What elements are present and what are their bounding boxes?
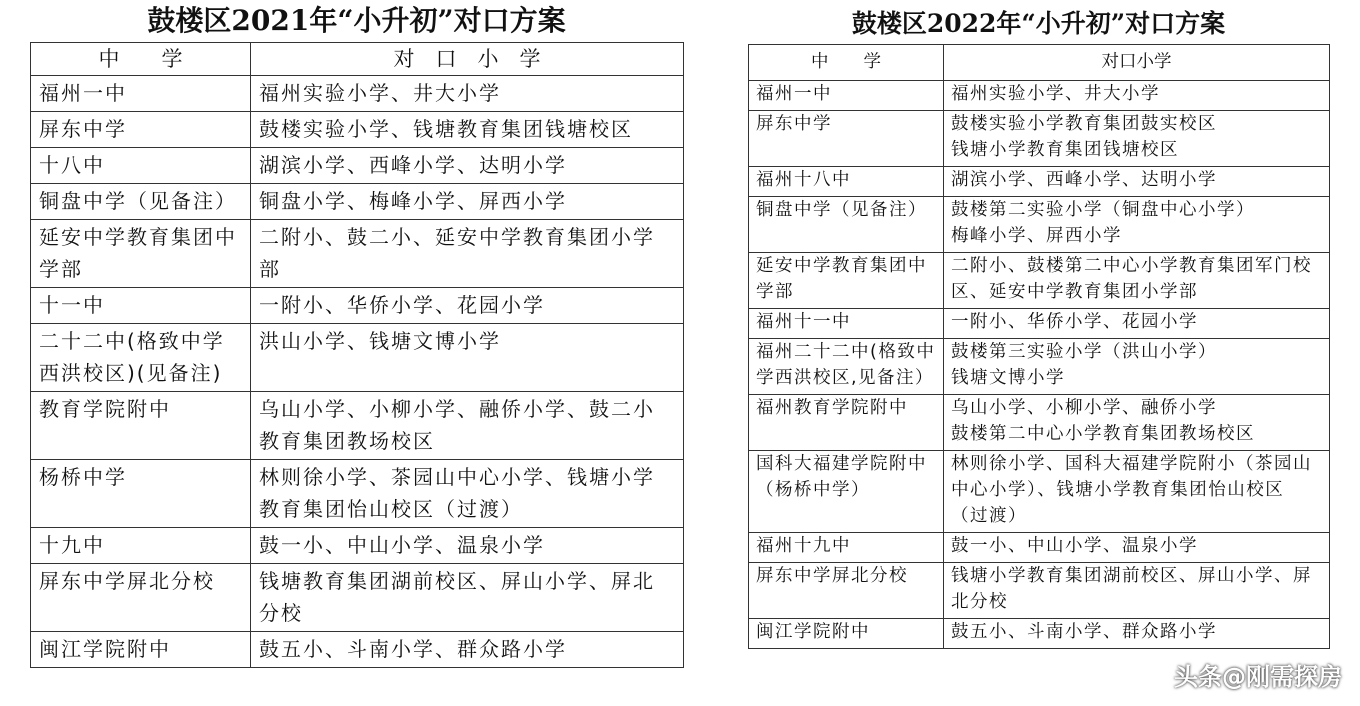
table-row <box>31 112 684 148</box>
primary-schools-cell: 鼓楼第三实验小学（洪山小学） 钱塘文博小学 <box>944 339 1330 395</box>
middle-school-cell: 福州十九中 <box>749 533 944 563</box>
table-row <box>749 309 1330 339</box>
primary-schools-cell: 福州实验小学、井大小学 <box>251 76 684 112</box>
table-row <box>31 392 684 460</box>
header-primary-school: 对 口 小 学 <box>251 43 684 76</box>
header-primary-school: 对口小学 <box>944 45 1330 81</box>
table-row <box>749 339 1330 395</box>
table-row <box>749 395 1330 451</box>
header-middle-school: 中 学 <box>31 43 251 76</box>
middle-school-cell: 十八中 <box>31 148 251 184</box>
primary-schools-cell: 鼓楼第二实验小学（铜盘中心小学） 梅峰小学、屏西小学 <box>944 197 1330 253</box>
table-row <box>749 197 1330 253</box>
primary-schools-cell: 乌山小学、小柳小学、融侨小学、鼓二小教育集团教场校区 <box>251 392 684 460</box>
table-row <box>31 564 684 632</box>
primary-schools-cell: 鼓五小、斗南小学、群众路小学 <box>944 619 1330 649</box>
middle-school-cell: 福州十八中 <box>749 167 944 197</box>
primary-schools-cell: 鼓一小、中山小学、温泉小学 <box>944 533 1330 563</box>
middle-school-cell: 福州十一中 <box>749 309 944 339</box>
middle-school-cell: 福州二十二中(格致中学西洪校区,见备注） <box>749 339 944 395</box>
table-2021 <box>30 42 684 668</box>
middle-school-cell: 屏东中学 <box>31 112 251 148</box>
primary-schools-cell: 二附小、鼓二小、延安中学教育集团小学部 <box>251 220 684 288</box>
header-middle-school: 中 学 <box>749 45 944 81</box>
table-header-row <box>31 43 684 76</box>
table-row <box>31 632 684 668</box>
middle-school-cell: 延安中学教育集团中学部 <box>749 253 944 309</box>
primary-schools-cell: 铜盘小学、梅峰小学、屏西小学 <box>251 184 684 220</box>
middle-school-cell: 延安中学教育集团中学部 <box>31 220 251 288</box>
table-row <box>31 148 684 184</box>
table-row <box>749 111 1330 167</box>
middle-school-cell: 屏东中学屏北分校 <box>31 564 251 632</box>
middle-school-cell: 屏东中学 <box>749 111 944 167</box>
middle-school-cell: 国科大福建学院附中（杨桥中学） <box>749 451 944 533</box>
primary-schools-cell: 乌山小学、小柳小学、融侨小学 鼓楼第二中心小学教育集团教场校区 <box>944 395 1330 451</box>
primary-schools-cell: 鼓楼实验小学、钱塘教育集团钱塘校区 <box>251 112 684 148</box>
middle-school-cell: 杨桥中学 <box>31 460 251 528</box>
table-row <box>31 76 684 112</box>
primary-schools-cell: 福州实验小学、井大小学 <box>944 81 1330 111</box>
table-row <box>749 563 1330 619</box>
primary-schools-cell: 湖滨小学、西峰小学、达明小学 <box>944 167 1330 197</box>
table-2022 <box>748 44 1330 649</box>
middle-school-cell: 福州一中 <box>31 76 251 112</box>
primary-schools-cell: 一附小、华侨小学、花园小学 <box>944 309 1330 339</box>
primary-schools-cell: 鼓五小、斗南小学、群众路小学 <box>251 632 684 668</box>
middle-school-cell: 教育学院附中 <box>31 392 251 460</box>
table-row <box>749 619 1330 649</box>
primary-schools-cell: 钱塘小学教育集团湖前校区、屏山小学、屏北分校 <box>944 563 1330 619</box>
table-row <box>749 451 1330 533</box>
primary-schools-cell: 鼓楼实验小学教育集团鼓实校区 钱塘小学教育集团钱塘校区 <box>944 111 1330 167</box>
table-row <box>31 460 684 528</box>
table-row <box>31 528 684 564</box>
middle-school-cell: 十一中 <box>31 288 251 324</box>
middle-school-cell: 铜盘中学（见备注） <box>31 184 251 220</box>
table-row <box>31 184 684 220</box>
watermark: 头条@刚需探房 <box>1174 663 1342 691</box>
middle-school-cell: 闽江学院附中 <box>749 619 944 649</box>
table-2022-title: 鼓楼区2022年“小升初”对口方案 <box>851 9 1226 38</box>
primary-schools-cell: 林则徐小学、国科大福建学院附小（茶园山中心小学）、钱塘小学教育集团怡山校区（过渡） <box>944 451 1330 533</box>
middle-school-cell: 铜盘中学（见备注） <box>749 197 944 253</box>
table-header-row <box>749 45 1330 81</box>
table-2022-panel <box>748 0 1329 649</box>
primary-schools-cell: 林则徐小学、茶园山中心小学、钱塘小学教育集团怡山校区（过渡） <box>251 460 684 528</box>
middle-school-cell: 福州教育学院附中 <box>749 395 944 451</box>
middle-school-cell: 闽江学院附中 <box>31 632 251 668</box>
table-row <box>31 324 684 392</box>
primary-schools-cell: 湖滨小学、西峰小学、达明小学 <box>251 148 684 184</box>
table-row <box>749 533 1330 563</box>
primary-schools-cell: 一附小、华侨小学、花园小学 <box>251 288 684 324</box>
table-row <box>31 288 684 324</box>
table-2021-title: 鼓楼区2021年“小升初”对口方案 <box>147 4 566 37</box>
table-row <box>749 81 1330 111</box>
primary-schools-cell: 钱塘教育集团湖前校区、屏山小学、屏北分校 <box>251 564 684 632</box>
middle-school-cell: 十九中 <box>31 528 251 564</box>
middle-school-cell: 二十二中(格致中学西洪校区)(见备注) <box>31 324 251 392</box>
primary-schools-cell: 二附小、鼓楼第二中心小学教育集团军门校区、延安中学教育集团小学部 <box>944 253 1330 309</box>
primary-schools-cell: 鼓一小、中山小学、温泉小学 <box>251 528 684 564</box>
table-2021-panel <box>30 0 683 668</box>
table-row <box>749 253 1330 309</box>
middle-school-cell: 福州一中 <box>749 81 944 111</box>
table-row <box>31 220 684 288</box>
primary-schools-cell: 洪山小学、钱塘文博小学 <box>251 324 684 392</box>
table-row <box>749 167 1330 197</box>
middle-school-cell: 屏东中学屏北分校 <box>749 563 944 619</box>
